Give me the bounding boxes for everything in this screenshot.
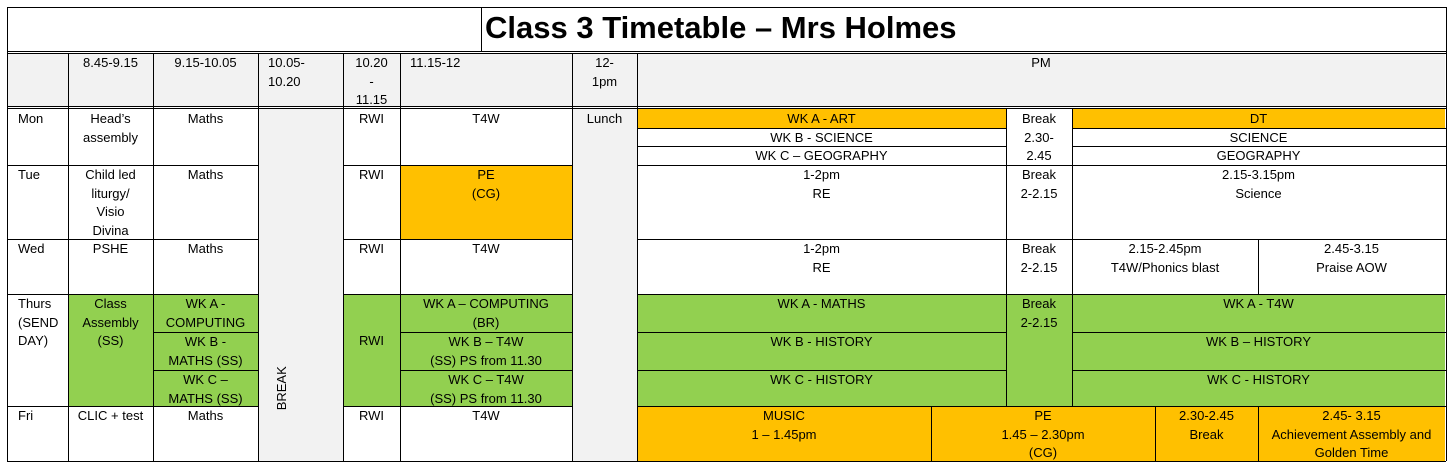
- grid-line: [7, 239, 258, 240]
- thu-pm1-week-b: WK B - HISTORY: [637, 332, 1006, 370]
- mon-slot-4: RWI: [343, 109, 400, 165]
- grid-line: [1446, 7, 1447, 461]
- grid-line: [7, 294, 258, 295]
- header-time-slot-2: 9.15-10.05: [153, 53, 258, 106]
- grid-line: [572, 53, 573, 461]
- grid-line: [637, 294, 1446, 295]
- grid-line: [343, 406, 572, 407]
- break-column: [258, 109, 343, 461]
- grid-line: [153, 332, 258, 333]
- fri-pm2: PE 1.45 – 2.30pm (CG): [931, 406, 1155, 461]
- grid-line: [637, 53, 638, 461]
- grid-line: [343, 165, 572, 166]
- header-time-slot-3: 10.05- 10.20: [258, 53, 343, 106]
- grid-line: [1072, 146, 1446, 147]
- grid-line: [153, 370, 258, 371]
- mon-slot-5: T4W: [400, 109, 572, 165]
- lunch-column: Lunch: [572, 109, 637, 461]
- grid-line: [7, 108, 1446, 109]
- fri-slot-5: T4W: [400, 406, 572, 461]
- mon-pm2-week-a: DT: [1072, 109, 1445, 128]
- thu-slot-5-week-c: WK C – T4W (SS) PS from 11.30: [400, 370, 572, 406]
- day-label-thu: Thurs (SEND DAY): [8, 294, 68, 406]
- thu-pm2-week-b: WK B – HISTORY: [1072, 332, 1445, 370]
- grid-line: [7, 7, 1446, 8]
- thu-pm2-week-c: WK C - HISTORY: [1072, 370, 1445, 406]
- thu-slot-4: RWI: [343, 294, 400, 406]
- day-label-fri: Fri: [8, 406, 68, 461]
- wed-slot-5: T4W: [400, 239, 572, 294]
- thu-pm1-week-c: WK C - HISTORY: [637, 370, 1006, 406]
- header-time-slot-4: 10.20 - 11.15: [343, 53, 400, 106]
- grid-line: [7, 106, 1446, 107]
- wed-slot-2: Maths: [153, 239, 258, 294]
- thu-pm2-week-a: WK A - T4W: [1072, 294, 1445, 332]
- thu-slot-5-week-a: WK A – COMPUTING (BR): [400, 294, 572, 332]
- grid-line: [343, 53, 344, 461]
- grid-line: [637, 165, 1446, 166]
- grid-line: [68, 53, 69, 461]
- tue-break: Break 2-2.15: [1006, 165, 1072, 239]
- thu-slot-2-week-a: WK A - COMPUTING: [153, 294, 258, 332]
- header-time-slot-6: 12- 1pm: [572, 53, 637, 106]
- mon-break: Break 2.30- 2.45: [1006, 109, 1072, 165]
- tue-pm2: 2.15-3.15pm Science: [1072, 165, 1445, 239]
- wed-pm2: 2.15-2.45pm T4W/Phonics blast: [1072, 239, 1258, 294]
- grid-line: [1072, 128, 1446, 129]
- grid-line: [1155, 406, 1156, 461]
- page-title: Class 3 Timetable – Mrs Holmes: [481, 7, 1447, 51]
- fri-pm1: MUSIC 1 – 1.45pm: [637, 406, 931, 461]
- mon-pm1-week-c: WK C – GEOGRAPHY: [637, 146, 1006, 165]
- grid-line: [343, 294, 572, 295]
- grid-line: [1072, 370, 1446, 371]
- tue-slot-1: Child led liturgy/ Visio Divina: [68, 165, 153, 239]
- wed-slot-4: RWI: [343, 239, 400, 294]
- grid-line: [637, 332, 1006, 333]
- grid-line: [637, 406, 1446, 407]
- grid-line: [1072, 108, 1073, 406]
- grid-line: [1258, 239, 1259, 294]
- grid-line: [7, 53, 1446, 54]
- break-label: BREAK: [273, 366, 289, 411]
- wed-pm3: 2.45-3.15 Praise AOW: [1258, 239, 1445, 294]
- grid-line: [400, 370, 572, 371]
- grid-line: [931, 406, 932, 461]
- mon-pm2-week-b: SCIENCE: [1072, 128, 1445, 146]
- grid-line: [153, 53, 154, 461]
- grid-line: [7, 406, 258, 407]
- grid-line: [481, 7, 482, 52]
- wed-break: Break 2-2.15: [1006, 239, 1072, 294]
- mon-slot-2: Maths: [153, 109, 258, 165]
- day-label-tue: Tue: [8, 165, 68, 239]
- thu-pm1-week-a: WK A - MATHS: [637, 294, 1006, 332]
- grid-line: [400, 53, 401, 461]
- mon-slot-1: Head’s assembly: [68, 109, 153, 165]
- grid-line: [7, 7, 8, 461]
- grid-line: [343, 239, 572, 240]
- fri-slot-4: RWI: [343, 406, 400, 461]
- thu-slot-1: Class Assembly (SS): [68, 294, 153, 406]
- thu-slot-2-week-c: WK C – MATHS (SS): [153, 370, 258, 406]
- mon-pm1-week-a: WK A - ART: [637, 109, 1006, 128]
- header-corner-cell: [8, 53, 68, 106]
- wed-slot-1: PSHE: [68, 239, 153, 294]
- grid-line: [1006, 108, 1007, 406]
- header-pm: PM: [637, 53, 1445, 106]
- day-label-mon: Mon: [8, 109, 68, 165]
- grid-line: [7, 461, 1446, 462]
- grid-line: [637, 146, 1006, 147]
- fri-pm4: 2.45- 3.15 Achievement Assembly and Golden Time: [1258, 406, 1445, 461]
- mon-pm1-week-b: WK B - SCIENCE: [637, 128, 1006, 146]
- tue-slot-2: Maths: [153, 165, 258, 239]
- grid-line: [637, 128, 1006, 129]
- fri-pm3: 2.30-2.45 Break: [1155, 406, 1258, 461]
- grid-line: [1072, 332, 1446, 333]
- fri-slot-1: CLIC + test: [68, 406, 153, 461]
- grid-line: [1258, 406, 1259, 461]
- tue-slot-5: PE (CG): [400, 165, 572, 239]
- grid-line: [7, 165, 258, 166]
- mon-pm2-week-c: GEOGRAPHY: [1072, 146, 1445, 165]
- grid-line: [637, 370, 1006, 371]
- wed-pm1: 1-2pm RE: [637, 239, 1006, 294]
- tue-pm1: 1-2pm RE: [637, 165, 1006, 239]
- grid-line: [637, 239, 1446, 240]
- thu-break: Break 2-2.15: [1006, 294, 1072, 406]
- header-time-slot-5: 11.15-12: [400, 53, 572, 106]
- grid-line: [400, 332, 572, 333]
- grid-line: [258, 53, 259, 461]
- header-time-slot-1: 8.45-9.15: [68, 53, 153, 106]
- grid-line: [7, 51, 1446, 52]
- day-label-wed: Wed: [8, 239, 68, 294]
- thu-slot-2-week-b: WK B - MATHS (SS): [153, 332, 258, 370]
- fri-slot-2: Maths: [153, 406, 258, 461]
- thu-slot-5-week-b: WK B – T4W (SS) PS from 11.30: [400, 332, 572, 370]
- tue-slot-4: RWI: [343, 165, 400, 239]
